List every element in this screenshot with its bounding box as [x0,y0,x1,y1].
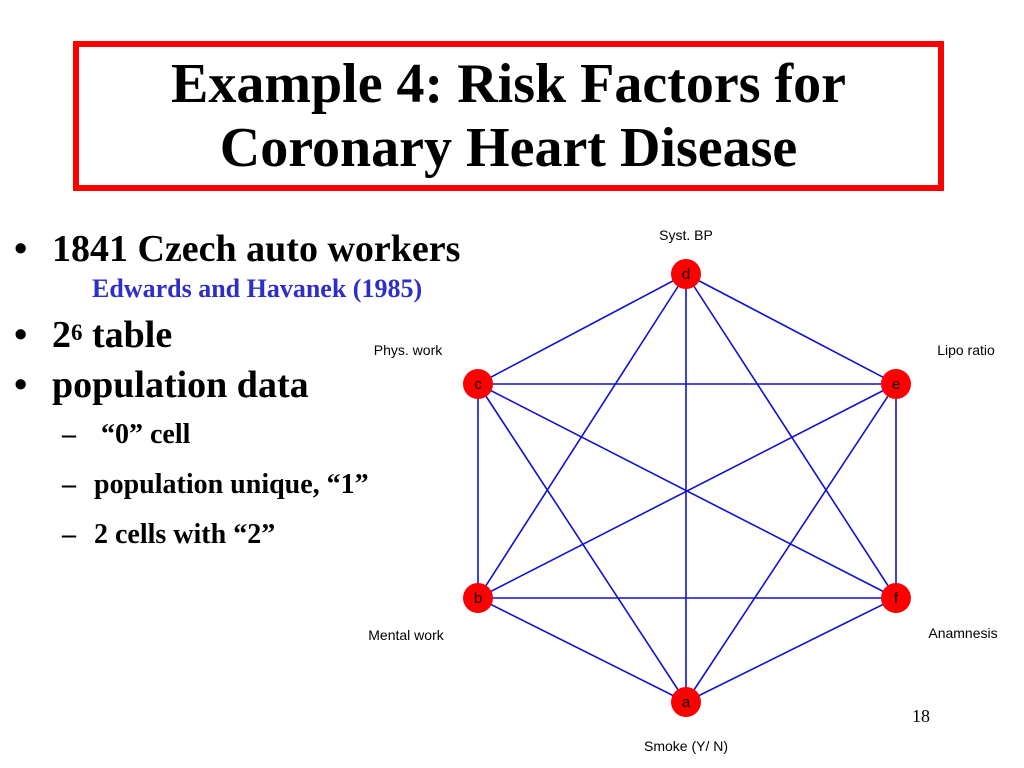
node-label-c: Phys. work [373,342,443,358]
bullet-text: population data [52,364,309,406]
edge-b-a [478,598,686,702]
edge-f-a [686,598,896,702]
bullet-text: 1841 Czech auto workers [52,228,461,270]
subbullet-text: population unique, “1” [94,469,369,500]
node-id-b: b [473,590,483,607]
edge-e-a [686,384,896,702]
edge-d-e [686,274,896,384]
node-id-d: d [681,266,691,283]
edge-c-a [478,384,686,702]
node-id-a: a [681,694,691,711]
graph-edges [478,274,896,702]
bullet-dot-icon: • [14,228,28,270]
graph-nodes [463,259,911,717]
graph-labels [368,227,997,754]
node-label-f: Anamnesis [928,625,998,641]
dash-icon: – [62,469,76,500]
dash-icon: – [62,419,76,450]
dash-icon: – [62,519,76,550]
node-id-c: c [474,376,482,393]
node-label-a: Smoke (Y/ N) [643,738,729,754]
subbullet-text: “0” cell [94,419,191,450]
node-label-d: Syst. BP [659,227,713,243]
node-label-b: Mental work [368,627,444,643]
subbullet-text: 2 cells with “2” [94,519,276,550]
node-id-f: f [893,590,899,607]
edge-d-f [686,274,896,598]
reference-citation: Edwards and Havanek (1985) [92,274,423,303]
node-label-e: Lipo ratio [937,342,995,358]
bullet-dot-icon: • [14,364,28,406]
slide-number: 18 [912,706,930,726]
bullet-dot-icon: • [14,314,28,356]
bullet-text-exponent: 6 [71,320,83,345]
bullet-text-base: 2 [52,314,71,356]
node-id-e: e [891,376,901,393]
edge-d-c [478,274,686,384]
slide-title-line-1: Example 4: Risk Factors for [170,53,846,115]
slide-title-line-2: Coronary Heart Disease [219,117,798,179]
edge-d-b [478,274,686,598]
bullet-text-rest: table [82,314,173,356]
